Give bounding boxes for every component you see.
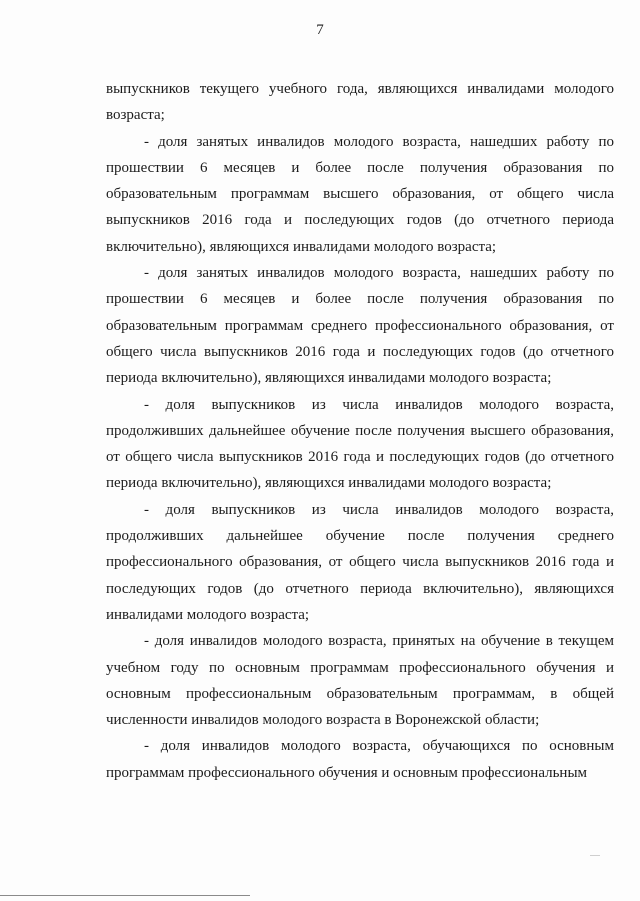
page-number: 7 — [316, 22, 324, 38]
paragraph-studying-programs: - доля инвалидов молодого возраста, обучающихся по основным программам профессионального обучения и основным профессиональным — [106, 738, 614, 781]
paragraph-employed-higher-education: - доля занятых инвалидов молодого возраста, нашедших работу по прошествии 6 месяцев и более после получения образования по образовательным программам высшего образования, от общего числа выпускников 2016 года и последующих годов (до отчетного периода включительно), являющихся инвалидами молодого возраста; — [106, 133, 614, 255]
scan-artifact — [590, 855, 600, 856]
document-body — [106, 76, 614, 786]
paragraph-employed-secondary-vocational: - доля занятых инвалидов молодого возраста, нашедших работу по прошествии 6 месяцев и более после получения образования по образовательным программам среднего профессионального образования, от общего числа выпускников 2016 года и последующих годов (до отчетного периода включительно), являющихся инвалидами молодого возраста; — [106, 265, 614, 387]
scan-edge-line — [0, 895, 250, 896]
paragraph-continued-after-higher-education: - доля выпускников из числа инвалидов молодого возраста, продолживших дальнейшее обучение после получения высшего образования, от общего числа выпускников 2016 года и последующих годов (до отчетного периода включительно), являющихся инвалидами молодого возраста; — [106, 396, 614, 492]
paragraph-continued-after-secondary-vocational: - доля выпускников из числа инвалидов молодого возраста, продолживших дальнейшее обучение после получения среднего профессионального образования, от общего числа выпускников 2016 года и последующих годов (до отчетного периода включительно), являющихся инвалидами молодого возраста; — [106, 501, 614, 623]
paragraph-continuation: выпускников текущего учебного года, являющихся инвалидами молодого возраста; — [106, 81, 614, 124]
paragraph-admitted-current-year: - доля инвалидов молодого возраста, принятых на обучение в текущем учебном году по основным программам профессионального обучения и основным профессиональным образовательным программам, в общей численности инвалидов молодого возраста в Воронежской области; — [106, 633, 614, 729]
